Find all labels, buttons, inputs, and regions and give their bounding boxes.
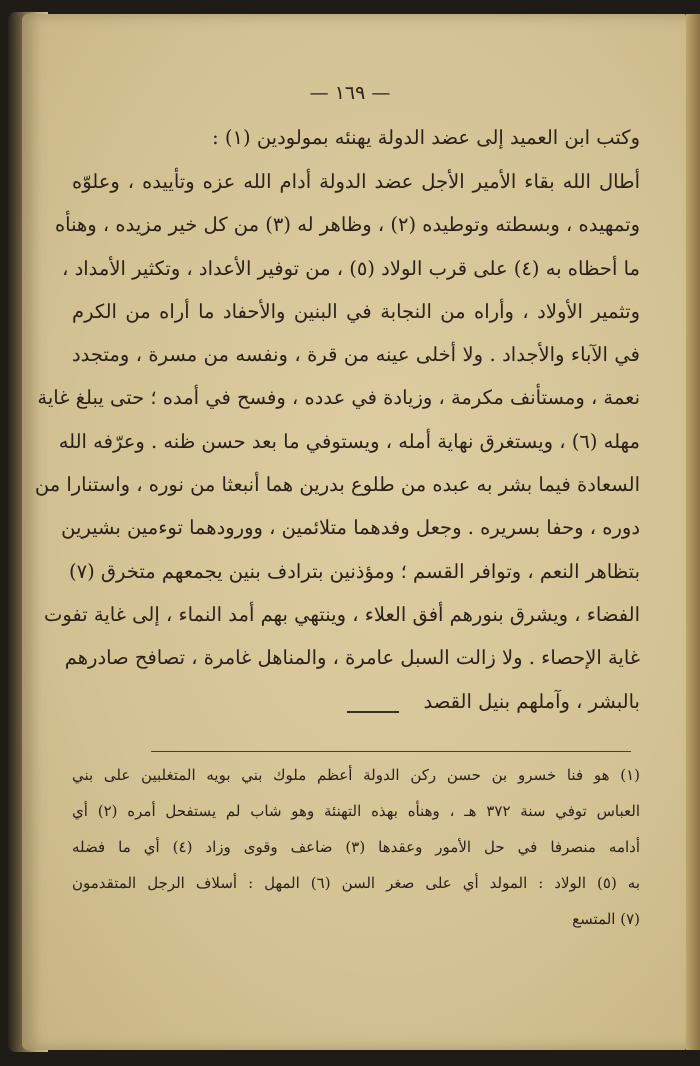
body-line: بتظاهر النعم ، وتوافر القسم ؛ ومؤذنين بترادف بنين يجمعهم متخرق (٧) [69,559,640,583]
body-line: أطال الله بقاء الأمير الأجل عضد الدولة أدام الله عزه وتأييده ، وعلوّه [72,170,640,193]
body-line: في الآباء والأجداد . ولا أخلى عينه من قرة ، ونفسه من مسرة ، ومتجدد [72,343,640,367]
body-line: بالبشر ، وآملهم بنيل القصد [423,689,640,713]
section-heading: وكتب ابن العميد إلى عضد الدولة يهنئه بمولودين (١) : [212,126,640,149]
footnote-line: (٧) المتسع [572,910,640,928]
body-line: نعمة ، ومستأنف مكرمة ، وزيادة في عدده ، وفسح في أمده ؛ حتى يبلغ غاية [37,386,640,410]
section-divider [347,711,399,713]
body-line: وتثمير الأولاد ، وأراه من النجابة في البنين والأحفاد ما أراه من الكرم [72,299,640,323]
body-line: وتمهيده ، وبسطته وتوطيده (٢) ، وظاهر له (٣) من كل خير مزيده ، وهنأه [54,213,640,237]
body-text [34,160,640,723]
book-spine [686,14,700,1050]
footnote-line: أدامه منصرفا في حل الأمور وعقدها (٣) ضاعف وقوى وزاد (٤) أي ما فضله [72,838,640,856]
body-line: مهله (٦) ، ويستغرق نهاية أمله ، ويستوفي ما بعد حسن ظنه . وعرّفه الله [58,429,640,453]
body-line: الفضاء ، ويشرق بنورهم أفق العلاء ، وينتهي بهم أمد النماء ، إلى غاية تفوت [44,602,640,626]
footnotes [72,757,640,937]
footnote-divider [151,751,631,752]
body-line: السعادة فيما بشر به عبده من طلوع بدرين هما أنبعثا من نوره ، واستنارا من [34,473,640,497]
footnote-line: به (٥) الولاد : المولد أي على صغر السن (٦) المهل : أسلاف الرجل المتقدمون [72,874,641,892]
body-line: غاية الإحصاء . ولا زالت السبل عامرة ، والمناهل غامرة ، تصافح صادرهم [64,646,640,670]
footnote-line: (١) هو فنا خسرو بن حسن ركن الدولة أعظم ملوك بني بويه المتغلبين على بني [72,766,640,784]
footnote-line: العباس توفي سنة ٣٧٢ هـ ، وهنأه بهذه التهنئة وهو شاب لم يستفحل أمره (٢) أي [72,802,640,820]
body-line: دوره ، وحفا بسريره . وجعل وفدهما متلائمين ، وورودهما توءمين بشيرين [61,516,640,540]
body-line: ما أحظاه به (٤) على قرب الولاد (٥) ، من توفير الأعداد ، وتكثير الأمداد ، [62,256,640,280]
page-number: — ١٦٩ — [309,82,391,104]
